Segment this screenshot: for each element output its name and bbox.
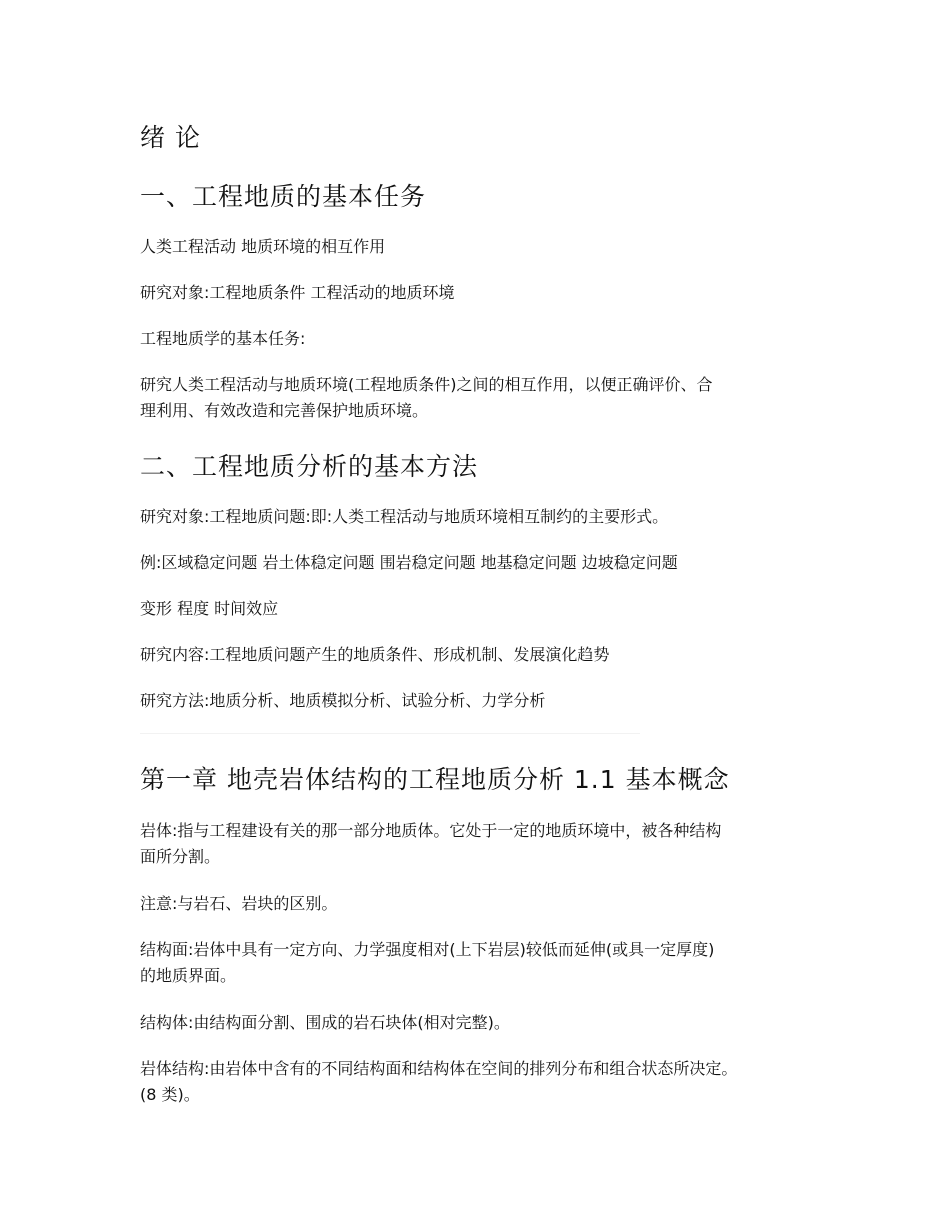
paragraph-rock-structure-line-2: (8 类)。 [140, 1085, 200, 1104]
paragraph-basic-task-line-1: 研究人类工程活动与地质环境(工程地质条件)之间的相互作用，以便正确评价、合 [140, 375, 713, 394]
paragraph-structural-body: 结构体:由结构面分割、围成的岩石块体(相对完整)。 [140, 1013, 510, 1032]
paragraph-basic-task-label: 工程地质学的基本任务: [140, 329, 306, 348]
page-divider [140, 733, 640, 734]
paragraph-basic-task-line-2: 理利用、有效改造和完善保护地质环境。 [140, 401, 429, 420]
paragraph-geo-problems: 研究对象:工程地质问题:即:人类工程活动与地质环境相互制约的主要形式。 [140, 507, 669, 526]
paragraph-structural-plane-line-2: 的地质界面。 [140, 966, 237, 985]
paragraph-structural-plane-line-1: 结构面:岩体中具有一定方向、力学强度相对(上下岩层)较低而延伸(或具一定厚度) [140, 940, 715, 959]
paragraph-structural-plane [140, 937, 820, 989]
paragraph-examples: 例:区域稳定问题 岩土体稳定问题 围岩稳定问题 地基稳定问题 边坡稳定问题 [140, 553, 678, 572]
paragraph-basic-task [140, 372, 820, 424]
paragraph-rock-structure [140, 1056, 820, 1108]
paragraph-research-methods: 研究方法:地质分析、地质模拟分析、试验分析、力学分析 [140, 691, 546, 710]
heading-intro: 绪 论 [140, 123, 201, 152]
paragraph-rock-mass-line-2: 面所分割。 [140, 847, 221, 866]
paragraph-rock-mass-line-1: 岩体:指与工程建设有关的那一部分地质体。它处于一定的地质环境中，被各种结构 [140, 821, 722, 840]
paragraph-research-content: 研究内容:工程地质问题产生的地质条件、形成机制、发展演化趋势 [140, 645, 610, 664]
heading-section-1: 一、工程地质的基本任务 [140, 182, 427, 211]
paragraph-research-object: 研究对象:工程地质条件 工程活动的地质环境 [140, 283, 455, 302]
paragraph-deformation: 变形 程度 时间效应 [140, 599, 279, 618]
paragraph-interaction: 人类工程活动 地质环境的相互作用 [140, 237, 386, 256]
heading-section-2: 二、工程地质分析的基本方法 [140, 452, 479, 481]
paragraph-rock-mass [140, 818, 820, 870]
heading-chapter-1: 第一章 地壳岩体结构的工程地质分析 1.1 基本概念 [140, 765, 730, 794]
paragraph-note: 注意:与岩石、岩块的区别。 [140, 894, 338, 913]
paragraph-rock-structure-line-1: 岩体结构:由岩体中含有的不同结构面和结构体在空间的排列分布和组合状态所决定。 [140, 1059, 738, 1078]
